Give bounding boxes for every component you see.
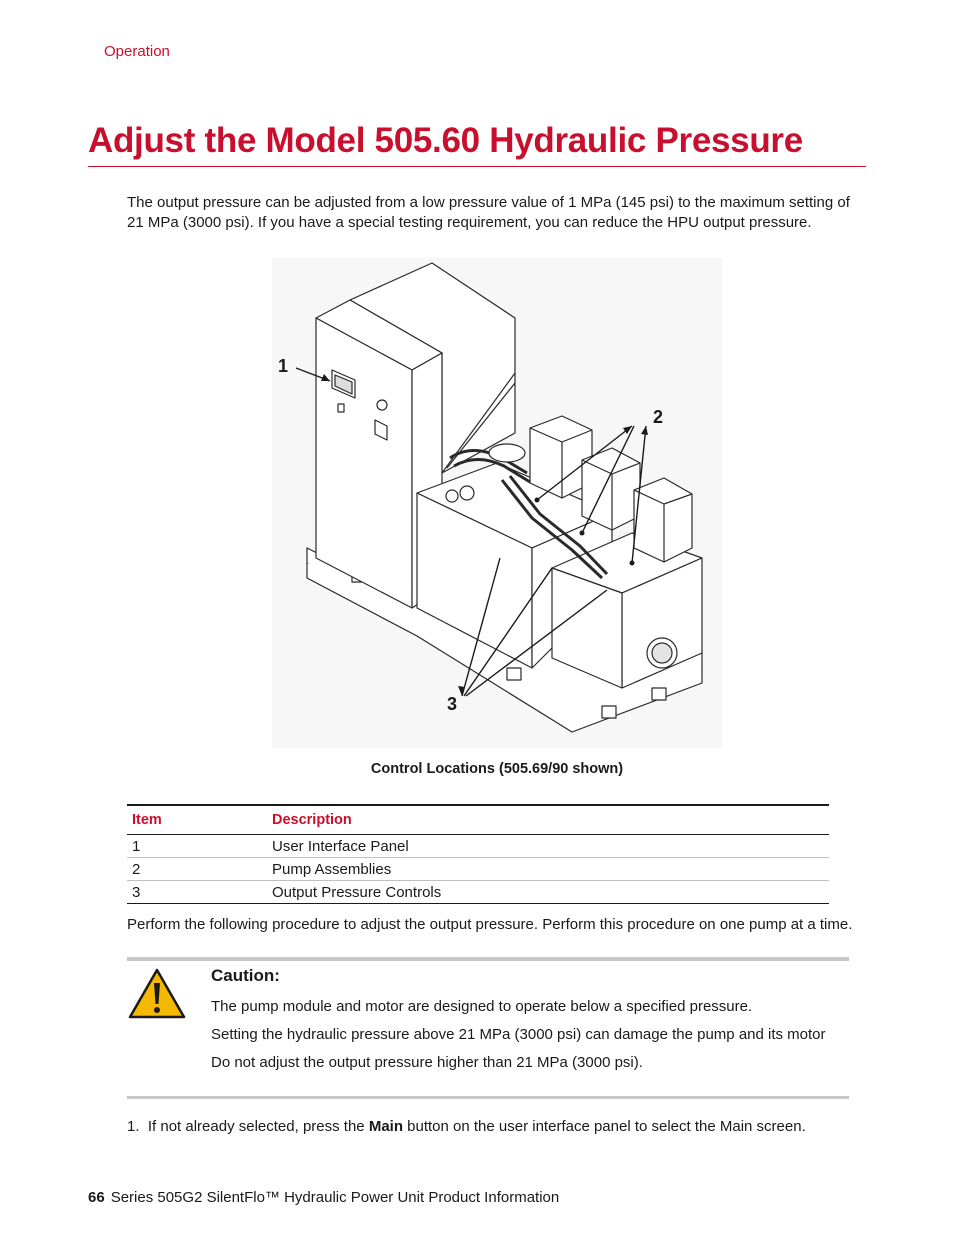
- cell-description: Pump Assemblies: [267, 858, 829, 881]
- caution-bottom-rule: [127, 1096, 849, 1099]
- section-label: Operation: [104, 43, 170, 60]
- step-text-before: If not already selected, press the: [147, 1118, 369, 1135]
- cell-item: 2: [127, 858, 267, 881]
- callout-1: 1: [278, 356, 289, 376]
- caution-heading: Caution:: [211, 966, 280, 985]
- caution-line: Do not adjust the output pressure higher than 21 MPa (3000 psi).: [211, 1054, 643, 1071]
- cell-description: Output Pressure Controls: [267, 881, 829, 904]
- main-button-reference: Main: [368, 1118, 403, 1135]
- cell-item: 1: [127, 835, 267, 858]
- items-table: [127, 804, 829, 904]
- caution-line: The pump module and motor are designed to operate below a specified pressure.: [211, 998, 753, 1015]
- page-footer: [88, 1189, 559, 1206]
- table-header-row: [127, 805, 829, 835]
- step-1: [127, 1118, 806, 1135]
- footer-title: Series 505G2 SilentFlo™ Hydraulic Power Unit Product Information: [110, 1189, 560, 1206]
- intro-paragraph: The output pressure can be adjusted from a low pressure value of 1 MPa (145 psi) to the maximum setting of 21 MPa (3000 psi). If you have a special testing requirement, you can reduce the HPU output pressure.: [127, 194, 850, 231]
- cell-item: 3: [127, 881, 267, 904]
- table-row: [127, 835, 829, 858]
- figure-caption: Control Locations (505.69/90 shown): [370, 761, 624, 777]
- callout-3: 3: [447, 694, 458, 714]
- page-title: Adjust the Model 505.60 Hydraulic Pressure: [88, 121, 803, 160]
- table-row: [127, 881, 829, 904]
- warning-triangle-icon: [127, 967, 187, 1021]
- header-description: Description: [267, 805, 829, 835]
- title-rule: [88, 166, 866, 167]
- caution-top-rule: [127, 957, 849, 961]
- header-item: Item: [127, 805, 267, 835]
- callout-2: 2: [653, 407, 664, 427]
- caution-line: Setting the hydraulic pressure above 21 MPa (3000 psi) can damage the pump and its motor: [211, 1026, 826, 1043]
- cell-description: User Interface Panel: [267, 835, 829, 858]
- page-number: 66: [88, 1189, 105, 1206]
- step-text-after: button on the user interface panel to select the Main screen.: [403, 1118, 806, 1135]
- procedure-intro: Perform the following procedure to adjust the output pressure. Perform this procedure on one pump at a time.: [127, 916, 853, 933]
- hpu-illustration: [272, 258, 722, 748]
- table-row: [127, 858, 829, 881]
- step-number: 1.: [127, 1118, 140, 1135]
